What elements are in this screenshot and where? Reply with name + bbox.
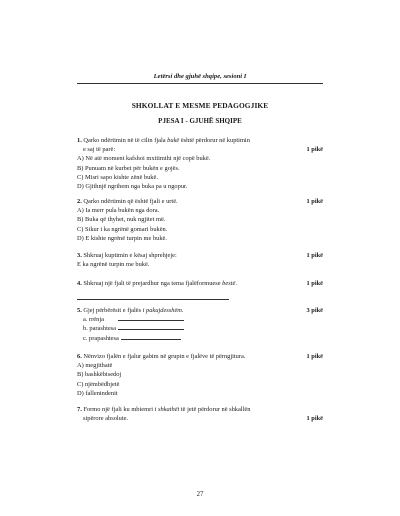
question-number: 3. <box>77 252 82 259</box>
answer-option: D) E kishte ngrënë turpin me bukë. <box>77 234 167 242</box>
section-title: PJESA I - GJUHË SHQIPE <box>158 117 242 125</box>
question-keyword: i pakujdesshëm <box>142 307 182 314</box>
page-number: 27 <box>196 491 204 498</box>
question-points: 1 pikë <box>306 198 323 205</box>
answer-option: A) Në atë moment kafshoi mxitimthi një copë bukë. <box>77 155 211 163</box>
question-keyword: bukë <box>167 137 180 144</box>
answer-line[interactable] <box>77 299 229 300</box>
question-text: është përdorur në kuptimin <box>179 137 250 144</box>
answer-option: A) Ia merr pula bukën nga dora. <box>77 207 160 215</box>
question-number: 6. <box>77 353 82 360</box>
answer-blank[interactable] <box>118 315 184 321</box>
answer-option: D) Gjithnjë ngrihem nga buka pa u ngopur. <box>77 183 188 191</box>
question-keyword: i shkathët <box>154 406 180 413</box>
question-keyword: bestë <box>222 280 236 287</box>
question-number: 7. <box>77 406 82 413</box>
running-header: Letërsi dhe gjuhë shqipe, sesioni I <box>153 73 247 80</box>
answer-option: B) bashkëbisedoj <box>77 371 122 379</box>
question-text: Qarko ndërtimin në të cilin fjala <box>83 137 168 144</box>
question-text: . <box>235 280 237 287</box>
document-title: SHKOLLAT E MESME PEDAGOGJIKE <box>131 101 269 110</box>
question-3 <box>77 251 323 269</box>
question-text: Shkruaj një fjali të prejardhur nga tema fjalëformuese <box>83 280 223 287</box>
question-5 <box>77 306 323 343</box>
question-7 <box>77 405 323 423</box>
question-2 <box>77 197 323 243</box>
question-number: 2. <box>77 198 82 205</box>
question-points: 1 pikë <box>306 252 323 259</box>
answer-label: b. parashtesa <box>83 325 117 333</box>
answer-blank[interactable] <box>118 324 184 330</box>
question-1 <box>77 136 323 191</box>
question-text: të jetë përdorur në shkallën <box>179 406 251 413</box>
question-points: 1 pikë <box>306 146 323 154</box>
answer-label: a. rrënja <box>83 316 104 324</box>
question-6 <box>77 352 323 398</box>
question-text: Formo një fjali ku mbiemri <box>83 406 155 413</box>
question-text: . <box>181 307 184 314</box>
answer-option: C) Misri sapo kishte zënë bukë. <box>77 173 158 181</box>
question-text: E ka ngrënë turpin me bukë. <box>77 261 150 269</box>
question-text: sipërore absolute. <box>83 415 129 423</box>
question-number: 1. <box>77 137 82 144</box>
question-text: e saj të parë: <box>83 146 116 154</box>
question-text: Nënvizo fjalën e fjalur gabim në grupin e fjalëve të përngjitura. <box>83 353 246 360</box>
question-text: Shkruaj kuptimin e kësaj shprehjeje: <box>83 252 177 259</box>
answer-option: A) megjithatë <box>77 362 113 370</box>
answer-option: C) njëmbëdhjetë <box>77 380 120 388</box>
answer-option: D) fallenindenit <box>77 389 118 397</box>
answer-option: B) Buka që thyhet, nuk ngjitet më. <box>77 216 166 224</box>
answer-label: c. prapashtesa <box>83 334 119 342</box>
answer-option: C) Sikur i ka ngrënë gomari bukën. <box>77 225 168 233</box>
question-points: 1 pikë <box>306 415 323 423</box>
question-points: 1 pikë <box>306 353 323 360</box>
question-points: 1 pikë <box>306 280 323 287</box>
question-text: Qarko ndërtimin që është fjali e urtë. <box>83 198 178 205</box>
answer-blank[interactable] <box>121 334 181 340</box>
question-number: 5. <box>77 307 82 314</box>
question-4 <box>77 279 323 288</box>
header-rule <box>77 83 323 84</box>
question-text: Gjej përbërësit e fjalës <box>83 307 143 314</box>
question-points: 3 pikë <box>306 307 323 314</box>
question-number: 4. <box>77 280 82 287</box>
answer-option: B) Punuam në kurbet për bukën e gojës. <box>77 164 180 172</box>
